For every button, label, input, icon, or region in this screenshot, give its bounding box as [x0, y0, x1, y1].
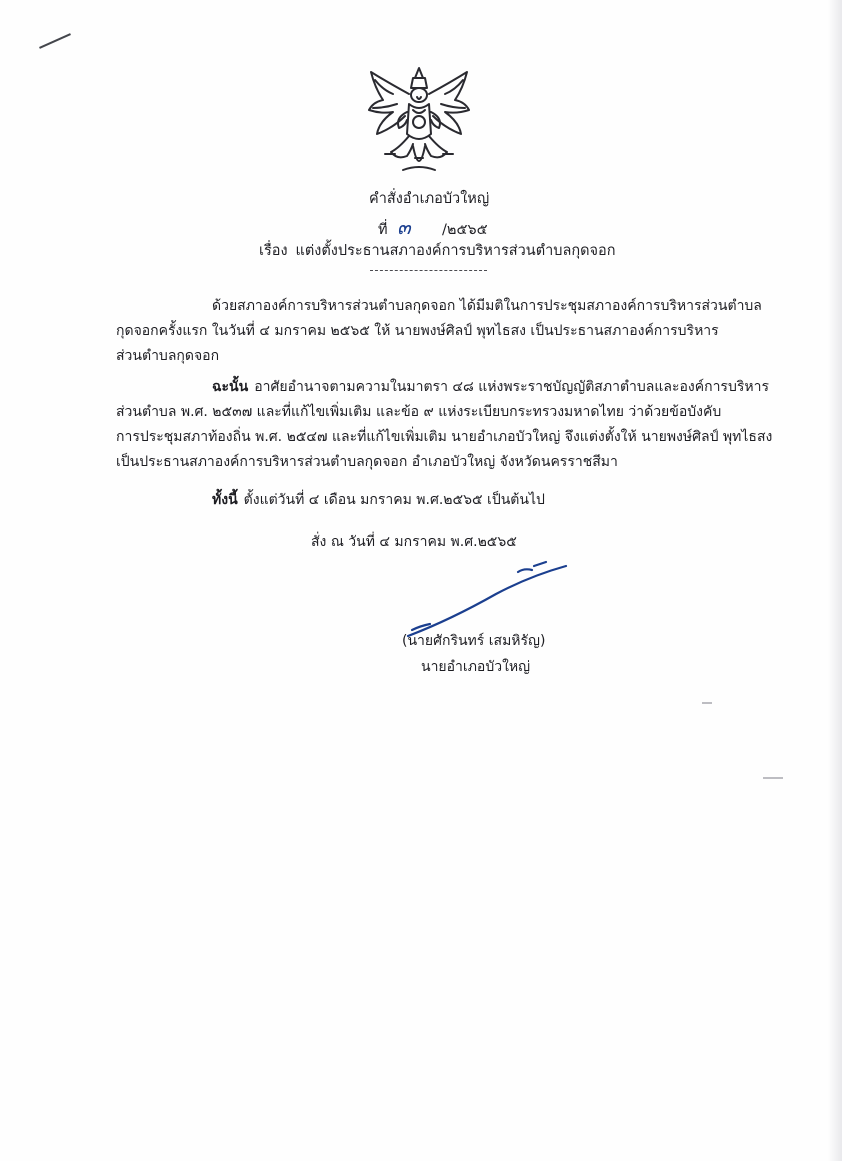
order-dateline: สั่ง ณ วันที่ ๔ มกราคม พ.ศ.๒๕๖๕	[311, 534, 517, 550]
subject-text: แต่งตั้งประธานสภาองค์การบริหารส่วนตำบลกุดจอก	[295, 243, 616, 259]
paragraph-2-lead: ฉะนั้น	[212, 379, 249, 395]
order-year: /๒๕๖๕	[442, 222, 488, 238]
signer-title: นายอำเภอบัวใหญ่	[421, 659, 531, 675]
garuda-emblem-icon	[365, 64, 473, 180]
order-number: ๓	[397, 215, 411, 239]
signer-name: (นายศักรินทร์ เสมหิรัญ)	[402, 633, 546, 649]
paragraph-1-line-3: ส่วนตำบลกุดจอก	[116, 348, 220, 364]
paragraph-2-text: อาศัยอำนาจตามความในมาตรา ๔๘ แห่งพระราชบัญญัติสภาตำบลและองค์การบริหาร	[254, 379, 769, 395]
paragraph-3-text: ตั้งแต่วันที่ ๔ เดือน มกราคม พ.ศ.๒๕๖๕ เป็นต้นไป	[243, 492, 545, 508]
scan-speck	[702, 702, 712, 704]
paragraph-1-line-1: ด้วยสภาองค์การบริหารส่วนตำบลกุดจอก ได้มีมติในการประชุมสภาองค์การบริหารส่วนตำบล	[212, 298, 762, 314]
paragraph-1-line-2: กุดจอกครั้งแรก ในวันที่ ๔ มกราคม ๒๕๖๕ ให้ นายพงษ์ศิลป์ พุทไธสง เป็นประธานสภาองค์การบริหาร	[116, 323, 719, 339]
paragraph-2-line-1	[212, 375, 769, 400]
paragraph-2-line-2: ส่วนตำบล พ.ศ. ๒๕๓๗ และที่แก้ไขเพิ่มเติม และข้อ ๙ แห่งระเบียบกระทรวงมหาดไทย ว่าด้วยข้อบังคับ	[116, 404, 722, 420]
header-divider	[370, 270, 487, 271]
paragraph-2-line-4: เป็นประธานสภาองค์การบริหารส่วนตำบลกุดจอก อำเภอบัวใหญ่ จังหวัดนครราชสีมา	[116, 454, 618, 470]
subject-line	[259, 239, 616, 262]
scan-speck	[763, 777, 783, 779]
paragraph-2-line-3: การประชุมสภาท้องถิ่น พ.ศ. ๒๕๔๗ และที่แก้ไขเพิ่มเติม นายอำเภอบัวใหญ่ จึงแต่งตั้งให้ นายพงษ์ศิลป์ พุทไธสง	[116, 429, 773, 445]
order-title: คำสั่งอำเภอบัวใหญ่	[369, 191, 490, 207]
scan-mark	[39, 33, 71, 49]
order-number-label: ที่	[378, 222, 388, 238]
paragraph-3-line-1	[212, 488, 545, 513]
scan-edge-shadow	[828, 0, 842, 1161]
subject-label: เรื่อง	[259, 243, 288, 259]
paragraph-3-lead: ทั้งนี้	[212, 492, 238, 508]
